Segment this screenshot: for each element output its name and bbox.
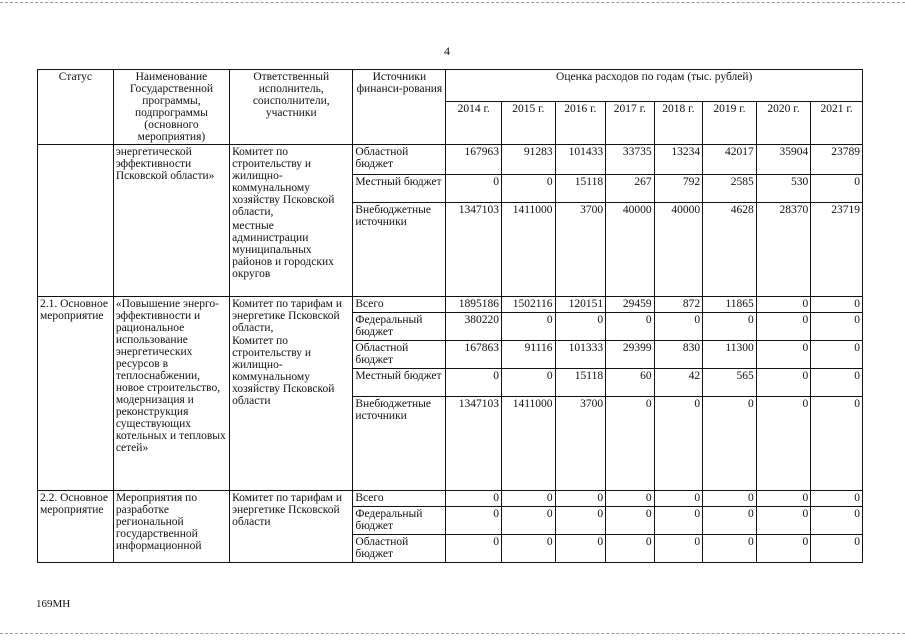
source-cell: Областной бюджет bbox=[353, 341, 446, 369]
value-cell: 0 bbox=[501, 491, 555, 507]
value-cell: 0 bbox=[501, 369, 555, 397]
header-year: 2018 г. bbox=[654, 102, 703, 145]
value-cell: 0 bbox=[811, 507, 863, 535]
value-cell: 830 bbox=[654, 341, 703, 369]
value-cell: 0 bbox=[654, 535, 703, 563]
value-cell: 0 bbox=[756, 369, 811, 397]
value-cell: 380220 bbox=[446, 313, 502, 341]
header-year: 2020 г. bbox=[756, 102, 811, 145]
source-cell: Всего bbox=[353, 491, 446, 507]
value-cell: 0 bbox=[446, 175, 502, 203]
value-cell: 35904 bbox=[756, 145, 811, 175]
source-cell: Внебюджетные источники bbox=[353, 203, 446, 297]
value-cell: 565 bbox=[703, 369, 757, 397]
page-number: 4 bbox=[444, 44, 450, 58]
value-cell: 0 bbox=[811, 397, 863, 491]
value-cell: 0 bbox=[501, 535, 555, 563]
value-cell: 1411000 bbox=[501, 397, 555, 491]
value-cell: 60 bbox=[606, 369, 655, 397]
value-cell: 167863 bbox=[446, 341, 502, 369]
budget-table bbox=[37, 69, 863, 563]
value-cell: 1347103 bbox=[446, 397, 502, 491]
value-cell: 33735 bbox=[606, 145, 655, 175]
value-cell: 42 bbox=[654, 369, 703, 397]
value-cell: 792 bbox=[654, 175, 703, 203]
value-cell: 0 bbox=[654, 491, 703, 507]
value-cell: 0 bbox=[654, 507, 703, 535]
value-cell: 0 bbox=[501, 175, 555, 203]
value-cell: 0 bbox=[811, 535, 863, 563]
header-sources: Источники финанси-рования bbox=[353, 70, 446, 145]
responsible-cell bbox=[230, 145, 353, 297]
value-cell: 0 bbox=[446, 507, 502, 535]
status-cell bbox=[38, 145, 114, 297]
source-cell: Областной бюджет bbox=[353, 535, 446, 563]
responsible-cell: Комитет по тарифам и энергетике Псковской области bbox=[230, 491, 353, 563]
value-cell: 0 bbox=[703, 491, 757, 507]
value-cell: 0 bbox=[811, 297, 863, 313]
program-name-cell: «Повышение энерго-эффективности и рациональное использование энергетических ресурсов в теплоснабжении, новое строительство, модернизация и реконструкция существующих котельных и тепловых сетей» bbox=[113, 297, 229, 491]
value-cell: 0 bbox=[606, 535, 655, 563]
source-cell: Внебюджетные источники bbox=[353, 397, 446, 491]
value-cell: 0 bbox=[756, 535, 811, 563]
value-cell: 0 bbox=[606, 397, 655, 491]
value-cell: 530 bbox=[756, 175, 811, 203]
header-year: 2016 г. bbox=[555, 102, 606, 145]
value-cell: 0 bbox=[811, 313, 863, 341]
value-cell: 872 bbox=[654, 297, 703, 313]
header-row bbox=[38, 70, 863, 102]
value-cell: 0 bbox=[606, 313, 655, 341]
value-cell: 0 bbox=[756, 507, 811, 535]
value-cell: 101333 bbox=[555, 341, 606, 369]
header-year: 2017 г. bbox=[606, 102, 655, 145]
value-cell: 120151 bbox=[555, 297, 606, 313]
source-cell: Местный бюджет bbox=[353, 369, 446, 397]
scan-top-edge bbox=[0, 2, 905, 3]
value-cell: 0 bbox=[811, 175, 863, 203]
table-row bbox=[38, 297, 863, 313]
responsible-text: Комитет по тарифам и энергетике Псковской области, bbox=[232, 298, 342, 334]
header-year: 2014 г. bbox=[446, 102, 502, 145]
table-row bbox=[38, 491, 863, 507]
value-cell: 40000 bbox=[654, 203, 703, 297]
value-cell: 267 bbox=[606, 175, 655, 203]
header-year: 2019 г. bbox=[703, 102, 757, 145]
header-responsible: Ответственный исполнитель, соисполнители, участники bbox=[230, 70, 353, 145]
footer-code: 169МН bbox=[36, 598, 71, 610]
value-cell: 3700 bbox=[555, 203, 606, 297]
value-cell: 11865 bbox=[703, 297, 757, 313]
value-cell: 0 bbox=[555, 507, 606, 535]
value-cell: 1347103 bbox=[446, 203, 502, 297]
value-cell: 0 bbox=[446, 369, 502, 397]
value-cell: 0 bbox=[501, 313, 555, 341]
value-cell: 0 bbox=[703, 313, 757, 341]
source-cell: Областной бюджет bbox=[353, 145, 446, 175]
value-cell: 0 bbox=[756, 297, 811, 313]
value-cell: 28370 bbox=[756, 203, 811, 297]
value-cell: 2585 bbox=[703, 175, 757, 203]
source-cell: Федеральный бюджет bbox=[353, 313, 446, 341]
value-cell: 0 bbox=[756, 341, 811, 369]
header-status: Статус bbox=[38, 70, 114, 145]
value-cell: 101433 bbox=[555, 145, 606, 175]
value-cell: 29399 bbox=[606, 341, 655, 369]
value-cell: 0 bbox=[811, 341, 863, 369]
responsible-cell bbox=[230, 297, 353, 491]
source-cell: Федеральный бюджет bbox=[353, 507, 446, 535]
value-cell: 0 bbox=[446, 535, 502, 563]
value-cell: 3700 bbox=[555, 397, 606, 491]
responsible-text: Комитет по строительству и жилищно-коммунальному хозяйству Псковской области, bbox=[232, 146, 335, 218]
value-cell: 167963 bbox=[446, 145, 502, 175]
value-cell: 42017 bbox=[703, 145, 757, 175]
value-cell: 0 bbox=[756, 491, 811, 507]
value-cell: 15118 bbox=[555, 175, 606, 203]
value-cell: 29459 bbox=[606, 297, 655, 313]
value-cell: 0 bbox=[703, 535, 757, 563]
scan-bottom-edge bbox=[0, 633, 905, 634]
value-cell: 1895186 bbox=[446, 297, 502, 313]
value-cell: 23789 bbox=[811, 145, 863, 175]
responsible-text: местные администрации муниципальных районов и городских округов bbox=[232, 220, 334, 280]
value-cell: 0 bbox=[703, 507, 757, 535]
program-name-cell: энергетической эффективности Псковской области» bbox=[113, 145, 229, 297]
value-cell: 13234 bbox=[654, 145, 703, 175]
header-year: 2015 г. bbox=[501, 102, 555, 145]
value-cell: 0 bbox=[654, 397, 703, 491]
status-cell: 2.2. Основное мероприятие bbox=[38, 491, 114, 563]
source-cell: Местный бюджет bbox=[353, 175, 446, 203]
value-cell: 4628 bbox=[703, 203, 757, 297]
value-cell: 0 bbox=[811, 491, 863, 507]
value-cell: 1502116 bbox=[501, 297, 555, 313]
value-cell: 0 bbox=[756, 313, 811, 341]
value-cell: 0 bbox=[555, 535, 606, 563]
value-cell: 91283 bbox=[501, 145, 555, 175]
value-cell: 15118 bbox=[555, 369, 606, 397]
status-cell: 2.1. Основное мероприятие bbox=[38, 297, 114, 491]
header-name: Наименование Государственной программы, подпрограммы (основного мероприятия) bbox=[113, 70, 229, 145]
value-cell: 0 bbox=[446, 491, 502, 507]
value-cell: 11300 bbox=[703, 341, 757, 369]
value-cell: 91116 bbox=[501, 341, 555, 369]
value-cell: 40000 bbox=[606, 203, 655, 297]
value-cell: 1411000 bbox=[501, 203, 555, 297]
value-cell: 0 bbox=[811, 369, 863, 397]
header-year: 2021 г. bbox=[811, 102, 863, 145]
header-estimate: Оценка расходов по годам (тыс. рублей) bbox=[446, 70, 863, 102]
value-cell: 0 bbox=[555, 313, 606, 341]
value-cell: 0 bbox=[501, 507, 555, 535]
value-cell: 23719 bbox=[811, 203, 863, 297]
program-name-cell: Мероприятия по разработке региональной государственной информационной bbox=[113, 491, 229, 563]
source-cell: Всего bbox=[353, 297, 446, 313]
value-cell: 0 bbox=[756, 397, 811, 491]
value-cell: 0 bbox=[606, 507, 655, 535]
responsible-text: Комитет по строительству и жилищно-коммунальному хозяйству Псковской области bbox=[232, 335, 335, 407]
value-cell: 0 bbox=[606, 491, 655, 507]
table-row bbox=[38, 145, 863, 175]
value-cell: 0 bbox=[703, 397, 757, 491]
value-cell: 0 bbox=[654, 313, 703, 341]
value-cell: 0 bbox=[555, 491, 606, 507]
